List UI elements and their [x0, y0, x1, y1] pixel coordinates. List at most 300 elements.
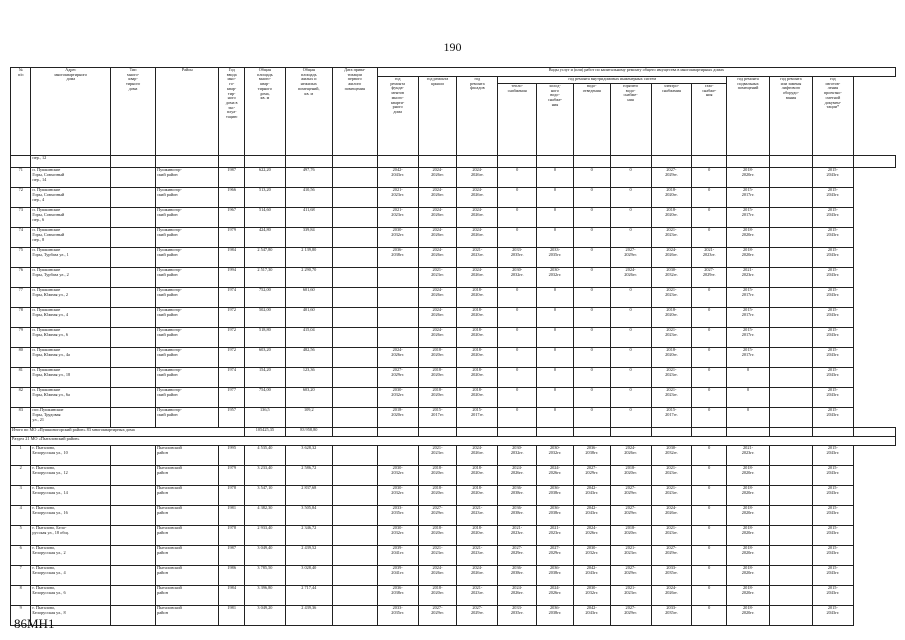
- row-gas: 0: [692, 466, 727, 486]
- row-cold-water: 2036- 2038гг.: [537, 606, 574, 626]
- row-elevator: [770, 208, 813, 228]
- row-roof: 2024- 2026гг.: [418, 168, 457, 188]
- row-foundation: 2030- 2032гг.: [377, 388, 418, 408]
- row-district: Пушкиногор- ский район: [156, 208, 219, 228]
- row-foundation: 2030- 2032гг.: [377, 228, 418, 248]
- row-electric: 2027- 2029гг.: [651, 546, 692, 566]
- row-cold-water: 2024- 2026гг.: [537, 586, 574, 606]
- row-number: 77: [11, 288, 31, 308]
- row-design-docs: 2015- 2043гг.: [812, 308, 853, 328]
- row-total-area: 514,60: [244, 208, 285, 228]
- table-row: [11, 466, 896, 486]
- row-privatization-date: [332, 208, 377, 228]
- row-hot-water: 0: [610, 288, 651, 308]
- continuation-row: [11, 156, 896, 168]
- row-number: 83: [11, 408, 31, 428]
- row-privatization-date: [332, 506, 377, 526]
- row-district: Пыталовский район: [156, 606, 219, 626]
- row-heat: 2036- 2038гг.: [498, 506, 537, 526]
- row-type: [111, 446, 156, 466]
- row-privatization-date: [332, 288, 377, 308]
- row-roof: 2027- 2029гг.: [418, 606, 457, 626]
- row-sewerage: 0: [573, 208, 610, 228]
- row-district: Пыталовский район: [156, 526, 219, 546]
- row-design-docs: 2015- 2043гг.: [812, 168, 853, 188]
- row-heat: 2036- 2038гг.: [498, 566, 537, 586]
- row-foundation: 2027- 2029гг.: [377, 368, 418, 388]
- row-privatization-date: [332, 586, 377, 606]
- row-basement: 2018- 2020гг.: [727, 586, 770, 606]
- row-design-docs: 2015- 2043гг.: [812, 188, 853, 208]
- row-address: п. Пушкинские Горы, Совхозный пер., 14: [31, 168, 111, 188]
- row-year-built: 1984: [219, 586, 245, 606]
- row-residential-area: 3 028,40: [285, 566, 332, 586]
- row-design-docs: 2015- 2043гг.: [812, 328, 853, 348]
- row-elevator: [770, 168, 813, 188]
- row-gas: 0: [692, 546, 727, 566]
- row-type: [111, 486, 156, 506]
- row-gas: 0: [692, 328, 727, 348]
- row-design-docs: 2015- 2043гг.: [812, 486, 853, 506]
- row-cold-water: 2027- 2029гг.: [537, 546, 574, 566]
- row-year-built: 1986: [219, 566, 245, 586]
- row-basement: 2018- 2020гг.: [727, 168, 770, 188]
- row-heat: 0: [498, 288, 537, 308]
- row-facade: 2018- 2020гг.: [457, 466, 498, 486]
- row-total-area: 754,00: [244, 388, 285, 408]
- row-sewerage: 0: [573, 168, 610, 188]
- row-sewerage: 0: [573, 268, 610, 288]
- row-total-area: 622,20: [244, 168, 285, 188]
- row-residential-area: 497,76: [285, 168, 332, 188]
- row-cold-water: 0: [537, 328, 574, 348]
- row-cold-water: 2021- 2023гг.: [537, 526, 574, 546]
- row-elevator: [770, 228, 813, 248]
- row-foundation: 2018- 2020гг.: [377, 408, 418, 428]
- row-hot-water: 0: [610, 388, 651, 408]
- row-year-built: 1972: [219, 308, 245, 328]
- row-privatization-date: [332, 328, 377, 348]
- row-sewerage: 0: [573, 188, 610, 208]
- row-privatization-date: [332, 168, 377, 188]
- row-design-docs: 2015- 2043гг.: [812, 228, 853, 248]
- table-row: [11, 328, 896, 348]
- row-cold-water: 2030- 2032гг.: [537, 268, 574, 288]
- header-sewerage: водо- отведения: [573, 84, 610, 156]
- row-address: п. Пушкинские Горы, Южная ул., 6а: [31, 388, 111, 408]
- row-year-built: 1957: [219, 408, 245, 428]
- row-number: 80: [11, 348, 31, 368]
- header-basement: год ремонта подвальных помещений: [727, 77, 770, 156]
- row-number: 81: [11, 368, 31, 388]
- row-electric: 2021- 2023гг.: [651, 388, 692, 408]
- row-roof: 2018- 2020гг.: [418, 388, 457, 408]
- row-hot-water: 2027- 2029гг.: [610, 506, 651, 526]
- row-facade: 2021- 2023гг.: [457, 248, 498, 268]
- row-residential-area: 2 586,72: [285, 466, 332, 486]
- row-district: Пушкиногор- ский район: [156, 288, 219, 308]
- row-elevator: [770, 348, 813, 368]
- row-cold-water: 0: [537, 368, 574, 388]
- row-total-area: 3 233,40: [244, 466, 285, 486]
- row-basement: 2018- 2020гг.: [727, 506, 770, 526]
- row-design-docs: 2015- 2043гг.: [812, 586, 853, 606]
- row-heat: 2024- 2026гг.: [498, 466, 537, 486]
- row-electric: 2024- 2026гг.: [651, 586, 692, 606]
- row-sewerage: 2042- 2043гг.: [573, 566, 610, 586]
- row-sewerage: 2042- 2043гг.: [573, 506, 610, 526]
- header-address: Адрес многоквартирного дома: [31, 68, 111, 156]
- row-roof: 2018- 2020гг.: [418, 368, 457, 388]
- row-foundation: 2030- 2032гг.: [377, 486, 418, 506]
- row-roof: 2024- 2026гг.: [418, 208, 457, 228]
- row-district: Пыталовский район: [156, 486, 219, 506]
- row-facade: 2018- 2020гг.: [457, 388, 498, 408]
- row-address: п. Пушкинские Горы, Турбаза ул., 2: [31, 268, 111, 288]
- row-design-docs: 2015- 2043гг.: [812, 606, 853, 626]
- row-elevator: [770, 566, 813, 586]
- row-facade: 2015- 2017гг.: [457, 408, 498, 428]
- row-electric: 2030- 2032гг.: [651, 268, 692, 288]
- row-design-docs: 2015- 2043гг.: [812, 368, 853, 388]
- row-type: [111, 188, 156, 208]
- row-privatization-date: [332, 308, 377, 328]
- footer-code: 86МН1: [14, 616, 55, 631]
- total-label: Итого по МО «Пушкиногорский район» 83 многоквартирных дома: [11, 428, 245, 437]
- row-design-docs: 2015- 2043гг.: [812, 208, 853, 228]
- header-cold-water: холод- ного водо- снабже- ния: [537, 84, 574, 156]
- row-year-built: 1979: [219, 466, 245, 486]
- row-facade: 2018- 2020гг.: [457, 308, 498, 328]
- row-cold-water: 0: [537, 208, 574, 228]
- row-sewerage: 2042- 2043гг.: [573, 486, 610, 506]
- header-gas: газо- снабже- ния: [692, 84, 727, 156]
- table-row: [11, 506, 896, 526]
- row-number: 5: [11, 526, 31, 546]
- row-number: 78: [11, 308, 31, 328]
- row-sewerage: 0: [573, 388, 610, 408]
- row-cold-water: 0: [537, 348, 574, 368]
- row-address: п. Пушкинские Горы, Турбаза ул., 1: [31, 248, 111, 268]
- row-design-docs: 2015- 2043гг.: [812, 466, 853, 486]
- row-address: п. Пушкинские Горы, Совхозный пер., 8: [31, 228, 111, 248]
- row-hot-water: 0: [610, 328, 651, 348]
- row-address: п. Пушкинские Горы, Южная ул., 4: [31, 308, 111, 328]
- row-address: г. Пыталово, Белорусская ул., 16: [31, 506, 111, 526]
- table-row: [11, 526, 896, 546]
- row-electric: 2021- 2023гг.: [651, 368, 692, 388]
- row-electric: 2021- 2023гг.: [651, 466, 692, 486]
- row-district: Пушкиногор- ский район: [156, 388, 219, 408]
- row-total-area: 4 382,30: [244, 506, 285, 526]
- table-row: [11, 308, 896, 328]
- row-heat: 0: [498, 408, 537, 428]
- row-heat: 2033- 2035гг.: [498, 606, 537, 626]
- row-year-built: 1995: [219, 446, 245, 466]
- row-gas: 0: [692, 446, 727, 466]
- row-number: 73: [11, 208, 31, 228]
- row-facade: 2024- 2026гг.: [457, 268, 498, 288]
- row-heat: 2024- 2026гг.: [498, 586, 537, 606]
- row-foundation: 2039- 2041гг.: [377, 546, 418, 566]
- row-electric: 2024- 2026гг.: [651, 248, 692, 268]
- header-type: Тип много- квар- тирного дома: [111, 68, 156, 156]
- row-year-built: 1978: [219, 526, 245, 546]
- row-electric: 2027- 2029гг.: [651, 168, 692, 188]
- row-electric: 2033- 2035гг.: [651, 606, 692, 626]
- row-privatization-date: [332, 526, 377, 546]
- row-foundation: 2039- 2041гг.: [377, 566, 418, 586]
- row-type: [111, 228, 156, 248]
- row-number: 79: [11, 328, 31, 348]
- row-gas: 0: [692, 388, 727, 408]
- row-address: г. Пыталово, Бело- русская ул., 18 общ.: [31, 526, 111, 546]
- row-gas: 0: [692, 228, 727, 248]
- row-elevator: [770, 308, 813, 328]
- row-cold-water: 2036- 2038гг.: [537, 566, 574, 586]
- row-roof: 2027- 2029гг.: [418, 506, 457, 526]
- row-design-docs: 2015- 2043гг.: [812, 446, 853, 466]
- row-sewerage: 0: [573, 368, 610, 388]
- row-sewerage: 2027- 2029гг.: [573, 466, 610, 486]
- row-basement: 2015- 2017гг.: [727, 308, 770, 328]
- row-residential-area: 109,2: [285, 408, 332, 428]
- row-basement: 0: [727, 408, 770, 428]
- table-row: [11, 606, 896, 626]
- row-hot-water: 0: [610, 208, 651, 228]
- header-works-group: Виды услуг и (или) работ по капитальному ремонту общего имущества в многоквартирных домах: [377, 68, 895, 77]
- row-residential-area: 2 290,70: [285, 268, 332, 288]
- row-roof: 2018- 2020гг.: [418, 348, 457, 368]
- header-hot-water: горячего водо- снабже- ния: [610, 84, 651, 156]
- row-number: 74: [11, 228, 31, 248]
- row-sewerage: 0: [573, 248, 610, 268]
- row-total-area: 518,80: [244, 328, 285, 348]
- row-hot-water: 2021- 2023гг.: [610, 546, 651, 566]
- row-address: г. Пыталово, Белорусская ул., 6: [31, 586, 111, 606]
- row-district: Пушкиногор- ский район: [156, 188, 219, 208]
- row-residential-area: 2 717,44: [285, 586, 332, 606]
- row-gas: 0: [692, 586, 727, 606]
- row-total-area: 3 049,40: [244, 546, 285, 566]
- row-year-built: 1977: [219, 388, 245, 408]
- row-elevator: [770, 506, 813, 526]
- row-roof: 2024- 2026гг.: [418, 566, 457, 586]
- row-hot-water: 0: [610, 348, 651, 368]
- row-facade: 2018- 2020гг.: [457, 288, 498, 308]
- row-residential-area: 2 139,80: [285, 248, 332, 268]
- row-total-area: 136,5: [244, 408, 285, 428]
- row-basement: 2018- 2020гг.: [727, 566, 770, 586]
- row-privatization-date: [332, 248, 377, 268]
- row-roof: 2018- 2020гг.: [418, 586, 457, 606]
- row-number: 2: [11, 466, 31, 486]
- row-roof: 2021- 2023гг.: [418, 546, 457, 566]
- row-sewerage: 0: [573, 408, 610, 428]
- row-foundation: [377, 328, 418, 348]
- row-heat: 0: [498, 308, 537, 328]
- total-row: [11, 428, 896, 437]
- row-foundation: 2021- 2023гг.: [377, 188, 418, 208]
- row-design-docs: 2015- 2043гг.: [812, 248, 853, 268]
- table-row: [11, 546, 896, 566]
- row-district: Пушкиногор- ский район: [156, 368, 219, 388]
- row-year-built: 1974: [219, 368, 245, 388]
- row-residential-area: 123,36: [285, 368, 332, 388]
- row-type: [111, 208, 156, 228]
- row-facade: 2018- 2020гг.: [457, 348, 498, 368]
- row-roof: 2018- 2020гг.: [418, 526, 457, 546]
- row-foundation: [377, 446, 418, 466]
- row-roof: 2021- 2023гг.: [418, 268, 457, 288]
- row-roof: 2024- 2026гг.: [418, 328, 457, 348]
- row-foundation: 2030- 2032гг.: [377, 466, 418, 486]
- row-elevator: [770, 388, 813, 408]
- row-privatization-date: [332, 348, 377, 368]
- row-basement: 2015- 2017гг.: [727, 328, 770, 348]
- row-total-area: 502,00: [244, 308, 285, 328]
- row-facade: 2018- 2020гг.: [457, 526, 498, 546]
- row-year-built: 1967: [219, 208, 245, 228]
- header-num: № п/п: [11, 68, 31, 156]
- row-type: [111, 328, 156, 348]
- row-sewerage: 0: [573, 288, 610, 308]
- row-gas: 0: [692, 168, 727, 188]
- row-address: г. Пыталово, Белорусская ул., 8: [31, 606, 111, 626]
- row-electric: 2015- 2017гг.: [651, 408, 692, 428]
- total-residential-area: 83 958,80: [285, 428, 332, 437]
- row-privatization-date: [332, 408, 377, 428]
- row-heat: 0: [498, 368, 537, 388]
- row-heat: 2030- 2032гг.: [498, 446, 537, 466]
- row-total-area: 154,20: [244, 368, 285, 388]
- row-number: 76: [11, 268, 31, 288]
- row-sewerage: 0: [573, 328, 610, 348]
- row-district: Пыталовский район: [156, 446, 219, 466]
- table-row: [11, 348, 896, 368]
- row-basement: 2018- 2020гг.: [727, 228, 770, 248]
- row-hot-water: 0: [610, 228, 651, 248]
- row-elevator: [770, 408, 813, 428]
- row-elevator: [770, 466, 813, 486]
- section-row: [11, 437, 896, 446]
- row-residential-area: 410,56: [285, 188, 332, 208]
- row-electric: 2021- 2023гг.: [651, 288, 692, 308]
- row-basement: 2015- 2017гг.: [727, 188, 770, 208]
- row-gas: 0: [692, 506, 727, 526]
- row-hot-water: 2027- 2029гг.: [610, 248, 651, 268]
- table-row: [11, 168, 896, 188]
- row-residential-area: 3 505,84: [285, 506, 332, 526]
- row-design-docs: 2015- 2043гг.: [812, 526, 853, 546]
- row-basement: 2021- 2023гг.: [727, 268, 770, 288]
- row-type: [111, 466, 156, 486]
- row-cold-water: 0: [537, 388, 574, 408]
- row-sewerage: 0: [573, 348, 610, 368]
- row-hot-water: 0: [610, 168, 651, 188]
- row-cold-water: 0: [537, 168, 574, 188]
- row-cold-water: 0: [537, 408, 574, 428]
- row-address: п. Пушкинские Горы, Южная ул., 18: [31, 368, 111, 388]
- row-address: пос.Пушкинские Горы, Трудовая ул., 21: [31, 408, 111, 428]
- row-electric: 2021- 2023гг.: [651, 328, 692, 348]
- row-year-built: 1994: [219, 268, 245, 288]
- section-title: Раздел 21 МО «Пыталовский район»: [11, 437, 896, 446]
- row-foundation: 2030- 2032гг.: [377, 526, 418, 546]
- row-cold-water: 2036- 2038гг.: [537, 486, 574, 506]
- header-foundation: год ремонта фунда- ментов много- кварти- рного дома: [377, 77, 418, 156]
- row-heat: 0: [498, 388, 537, 408]
- row-privatization-date: [332, 188, 377, 208]
- header-district: Район: [156, 68, 219, 156]
- page-number: 190: [443, 40, 462, 54]
- row-foundation: 2036- 2038гг.: [377, 248, 418, 268]
- row-facade: 2024- 2026гг.: [457, 208, 498, 228]
- row-facade: 2021- 2023гг.: [457, 546, 498, 566]
- row-sewerage: 2024- 2026гг.: [573, 526, 610, 546]
- row-address: п. Пушкинские Горы, Южная ул., 2: [31, 288, 111, 308]
- row-residential-area: 339,84: [285, 228, 332, 248]
- row-heat: 2030- 2032гг.: [498, 268, 537, 288]
- row-residential-area: 2 439,36: [285, 606, 332, 626]
- row-foundation: [377, 308, 418, 328]
- table-row: [11, 188, 896, 208]
- row-cold-water: 2024- 2026гг.: [537, 466, 574, 486]
- row-gas: 0: [692, 208, 727, 228]
- row-cold-water: 0: [537, 288, 574, 308]
- row-electric: 2021- 2023гг.: [651, 526, 692, 546]
- row-year-built: 1979: [219, 228, 245, 248]
- row-roof: 2024- 2026гг.: [418, 308, 457, 328]
- row-foundation: 2024- 2026гг.: [377, 348, 418, 368]
- row-address: г. Пыталово, Белорусская ул., 12: [31, 466, 111, 486]
- row-sewerage: 2042- 2043гг.: [573, 606, 610, 626]
- row-residential-area: 415,04: [285, 328, 332, 348]
- row-basement: 2018- 2020гг.: [727, 606, 770, 626]
- row-number: 7: [11, 566, 31, 586]
- row-type: [111, 606, 156, 626]
- row-electric: 2018- 2020гг.: [651, 208, 692, 228]
- row-year-built: 1984: [219, 248, 245, 268]
- row-basement: 2018- 2020гг.: [727, 248, 770, 268]
- row-privatization-date: [332, 268, 377, 288]
- row-total-area: 752,00: [244, 288, 285, 308]
- row-address: г. Пыталово, Белорусская ул., 2: [31, 546, 111, 566]
- row-privatization-date: [332, 466, 377, 486]
- row-electric: 2018- 2020гг.: [651, 308, 692, 328]
- row-address: п. Пушкинские Горы, Совхозный пер., 6: [31, 208, 111, 228]
- row-privatization-date: [332, 228, 377, 248]
- row-address: г. Пыталово, Белорусская ул., 10: [31, 446, 111, 466]
- header-privatization-date: Дата прива- тизации первого жилого помещения: [332, 68, 377, 156]
- capital-repair-table: [10, 67, 896, 626]
- row-roof: 2021- 2023гг.: [418, 446, 457, 466]
- table-row: [11, 268, 896, 288]
- row-gas: 0: [692, 606, 727, 626]
- row-roof: 2024- 2026гг.: [418, 188, 457, 208]
- row-basement: 0: [727, 388, 770, 408]
- row-hot-water: 2024- 2026гг.: [610, 268, 651, 288]
- row-total-area: 2 517,30: [244, 268, 285, 288]
- row-total-area: 603,20: [244, 348, 285, 368]
- table-row: [11, 446, 896, 466]
- row-number: 8: [11, 586, 31, 606]
- header-engineering-group: год ремонта внутридомовых инженерных систем: [498, 77, 727, 84]
- row-privatization-date: [332, 388, 377, 408]
- header-total-area: Общая площадь много- квар- тирного дома, кв. м: [244, 68, 285, 156]
- row-elevator: [770, 586, 813, 606]
- row-address: п. Пушкинские Горы, Южная ул., 6: [31, 328, 111, 348]
